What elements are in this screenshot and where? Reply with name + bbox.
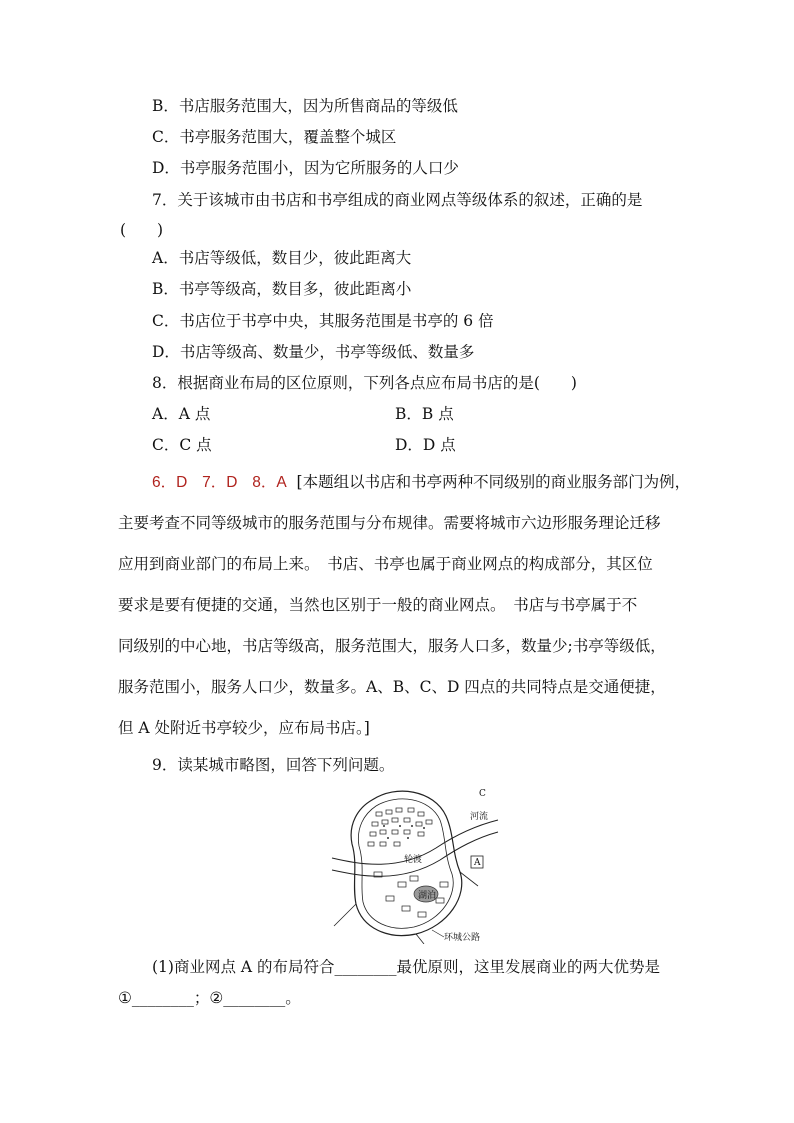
q8-option-c: C．C 点 (152, 436, 212, 454)
q7-option-b: B．书亭等级高，数目多，彼此距离小 (152, 280, 412, 298)
answer-explanation-line: 应用到商业部门的布局上来。 书店、书亭也属于商业网点的构成部分，其区位 (118, 555, 653, 573)
city-sketch-map (328, 786, 500, 944)
q6-option-b: B．书店服务范围大，因为所售商品的等级低 (152, 97, 458, 115)
road-east (460, 872, 478, 886)
answer-explanation-line: 要求是要有便捷的交通，当然也区别于一般的商业网点。 书店与书亭属于不 (118, 596, 638, 614)
answer-key-6: 6．D (152, 474, 188, 491)
q7-stem: 7．关于该城市由书店和书亭组成的商业网点等级体系的叙述，正确的是 (152, 191, 643, 209)
road-southwest (334, 904, 356, 926)
city-map-svg (328, 786, 500, 944)
map-label-ferry: 轮渡 (404, 855, 423, 865)
q8-option-d: D．D 点 (395, 436, 456, 454)
answer-first-line (152, 471, 690, 494)
q7-option-c: C．书店位于书亭中央，其服务范围是书亭的 6 倍 (152, 312, 494, 330)
answer-explanation-line: 服务范围小，服务人口少，数量多。A、B、C、D 四点的共同特点是交通便捷， (118, 678, 666, 696)
q8-option-a: A．A 点 (152, 405, 211, 423)
map-label-river: 河流 (470, 812, 489, 822)
q6-option-c: C．书亭服务范围大，覆盖整个城区 (152, 128, 397, 146)
q9-sub1-line1: (1)商业网点 A 的布局符合________最优原则，这里发展商业的两大优势是 (152, 958, 661, 976)
answer-explanation-line: [本题组以书店和书亭两种不同级别的商业服务部门为例， (296, 473, 691, 491)
answer-explanation-line: 但 A 处附近书亭较少，应布局书店。] (118, 719, 370, 737)
map-label-lake: 湖泊 (418, 891, 437, 901)
map-label-ring-road: 环城公路 (444, 933, 481, 943)
answer-key-7: 7．D (202, 474, 238, 491)
q8-option-b: B．B 点 (395, 405, 454, 423)
answer-explanation-line: 主要考查不同等级城市的服务范围与分布规律。需要将城市六边形服务理论迁移 (118, 514, 661, 532)
road-south (416, 934, 424, 944)
q7-option-a: A．书店等级低，数目少，彼此距离大 (152, 249, 412, 267)
q9-sub1-line2: ①________；②________。 (118, 989, 301, 1007)
q6-option-d: D．书亭服务范围小，因为它所服务的人口少 (152, 159, 459, 177)
q8-stem: 8．根据商业布局的区位原则，下列各点应布局书店的是( ) (152, 374, 577, 392)
map-label-a: A (474, 858, 481, 868)
q7-paren: ( ) (120, 221, 164, 239)
answer-key-8: 8．A (252, 474, 287, 491)
map-label-c: C (479, 789, 486, 799)
ring-road-leader-line (432, 930, 444, 937)
q7-option-d: D．书店等级高、数量少，书亭等级低、数量多 (152, 343, 475, 361)
q9-stem: 9．读某城市略图，回答下列问题。 (152, 756, 395, 774)
answer-explanation-line: 同级别的中心地，书店等级高，服务范围大，服务人口多，数量少;书亭等级低， (118, 637, 666, 655)
